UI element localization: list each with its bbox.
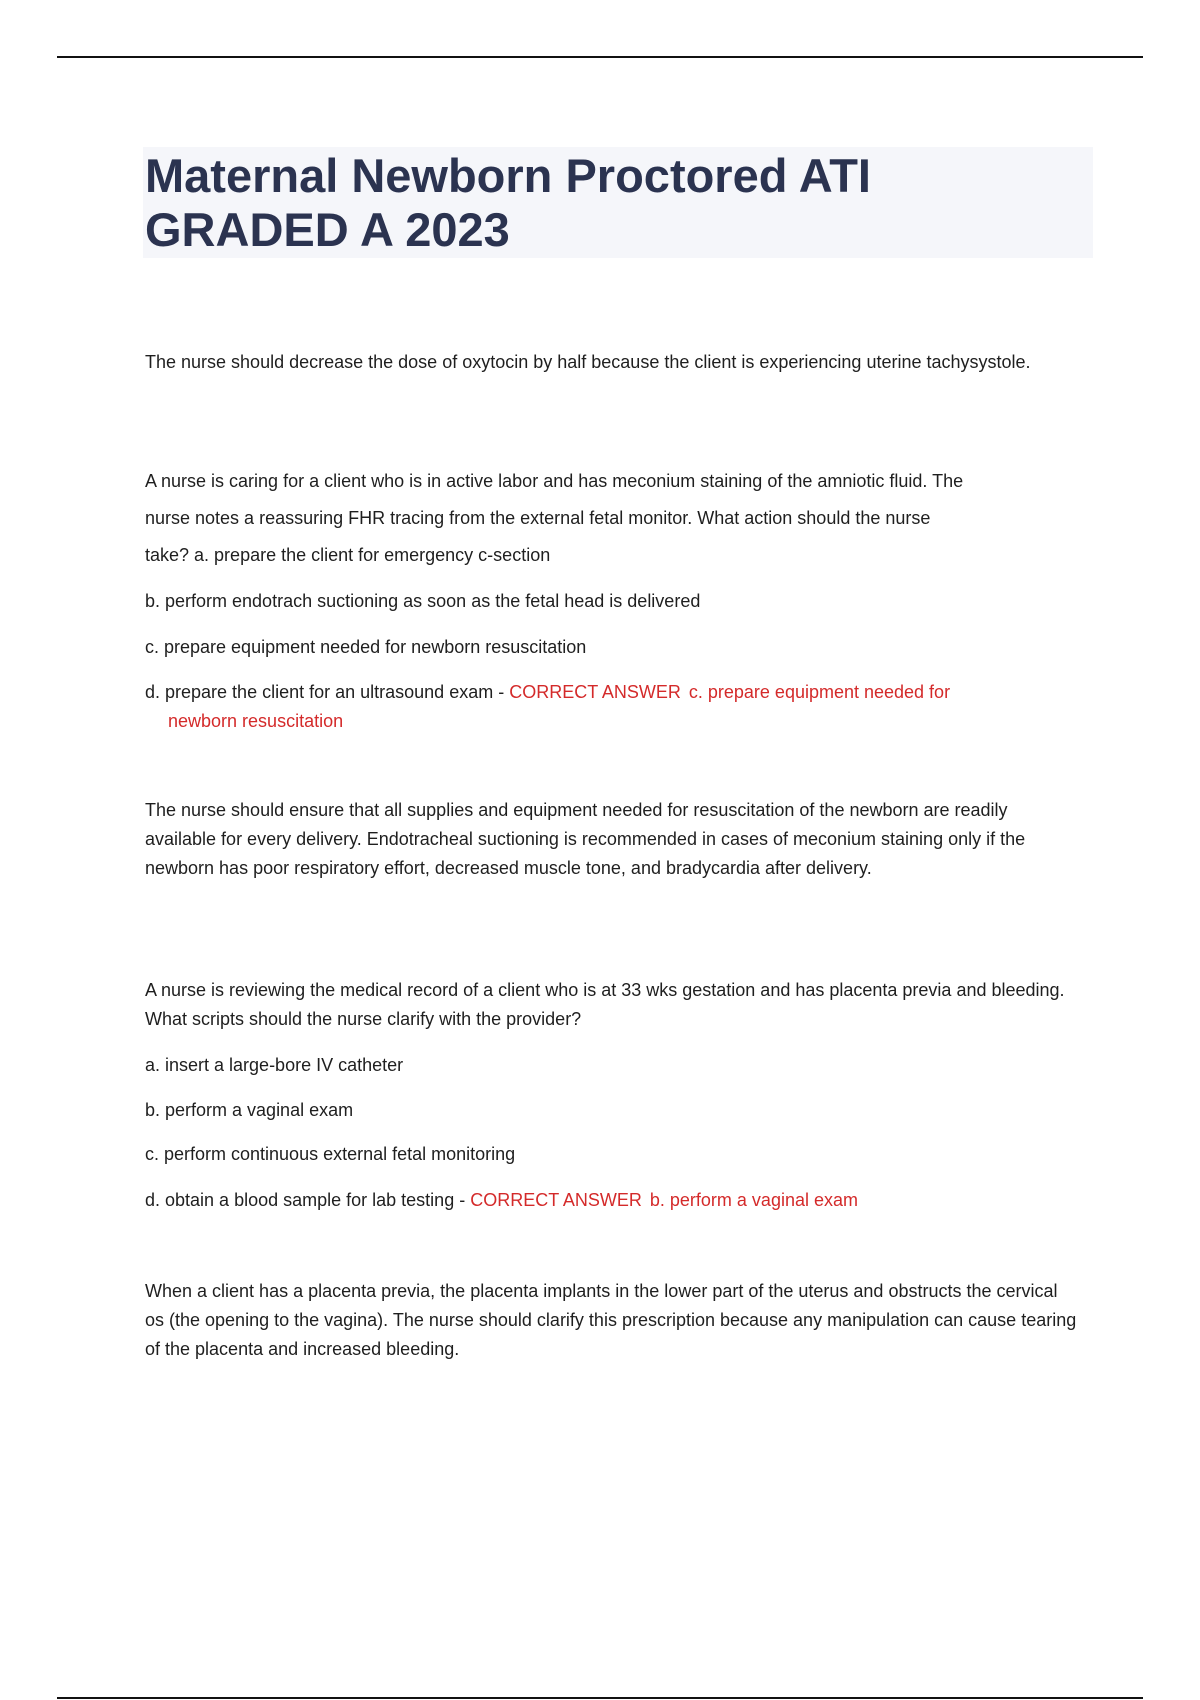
question-meconium-option-c — [145, 633, 1080, 662]
header-rule — [57, 56, 1143, 58]
correct-answer-label: CORRECT ANSWER — [509, 682, 681, 702]
option-b: b. perform endotrach suctioning as soon as the fetal head is delivered — [145, 591, 701, 611]
correct-answer-text-cont: newborn resuscitation — [168, 711, 344, 731]
option-c: c. perform continuous external fetal monitoring — [145, 1144, 516, 1164]
correct-answer-label: CORRECT ANSWER — [470, 1190, 642, 1210]
option-b: b. perform a vaginal exam — [145, 1100, 354, 1120]
option-d: d. obtain a blood sample for lab testing - — [145, 1190, 471, 1210]
question-meconium — [145, 463, 1080, 574]
rationale-text: The nurse should ensure that all supplies and equipment needed for resuscitation of the newborn are readily available for every delivery. Endotracheal suctioning is recommended in cases of meconium staining only if the newborn has poor respiratory effort, decreased muscle tone, and bradycardia after delivery. — [145, 800, 1026, 878]
option-c: c. prepare equipment needed for newborn resuscitation — [145, 637, 587, 657]
question-placenta-option-d — [145, 1186, 1080, 1215]
title-block — [143, 147, 1093, 258]
option-d-line — [145, 678, 1080, 707]
rationale-oxytocin — [145, 348, 1080, 377]
correct-answer-text: c. prepare equipment needed for — [688, 682, 951, 702]
option-d: d. prepare the client for an ultrasound exam - — [145, 682, 510, 702]
question-stem-line: A nurse is caring for a client who is in active labor and has meconium staining of the amniotic fluid. The — [145, 471, 964, 491]
question-placenta-option-b — [145, 1096, 1080, 1125]
page-title-line1: Maternal Newborn Proctored ATI — [145, 149, 871, 202]
question-stem-line: nurse notes a reassuring FHR tracing from the external fetal monitor. What action should the nurse — [145, 508, 931, 528]
footer-rule — [57, 1697, 1143, 1699]
rationale-meconium — [145, 796, 1080, 883]
correct-answer-text: b. perform a vaginal exam — [649, 1190, 858, 1210]
question-meconium-option-d — [145, 678, 1080, 736]
question-placenta-previa — [145, 976, 1080, 1034]
rationale-text: When a client has a placenta previa, the placenta implants in the lower part of the uterus and obstructs the cervical os (the opening to the vagina). The nurse should clarify this prescription because any manipulation can cause tearing of the placenta and increased bleeding. — [145, 1281, 1077, 1359]
option-d-line — [145, 1186, 1080, 1215]
rationale-placenta-previa — [145, 1277, 1080, 1364]
question-meconium-option-b — [145, 587, 1080, 616]
rationale-text: The nurse should decrease the dose of oxytocin by half because the client is experiencing uterine tachysystole. — [145, 352, 1031, 372]
question-placenta-option-a — [145, 1051, 1080, 1080]
page-title-line2: GRADED A 2023 — [145, 203, 510, 256]
question-stem-line: take? a. prepare the client for emergency c-section — [145, 545, 551, 565]
question-placenta-option-c — [145, 1140, 1080, 1169]
option-a: a. insert a large-bore IV catheter — [145, 1055, 404, 1075]
question-stem: A nurse is reviewing the medical record of a client who is at 33 wks gestation and has placenta previa and bleeding. What scripts should the nurse clarify with the provider? — [145, 980, 1065, 1029]
